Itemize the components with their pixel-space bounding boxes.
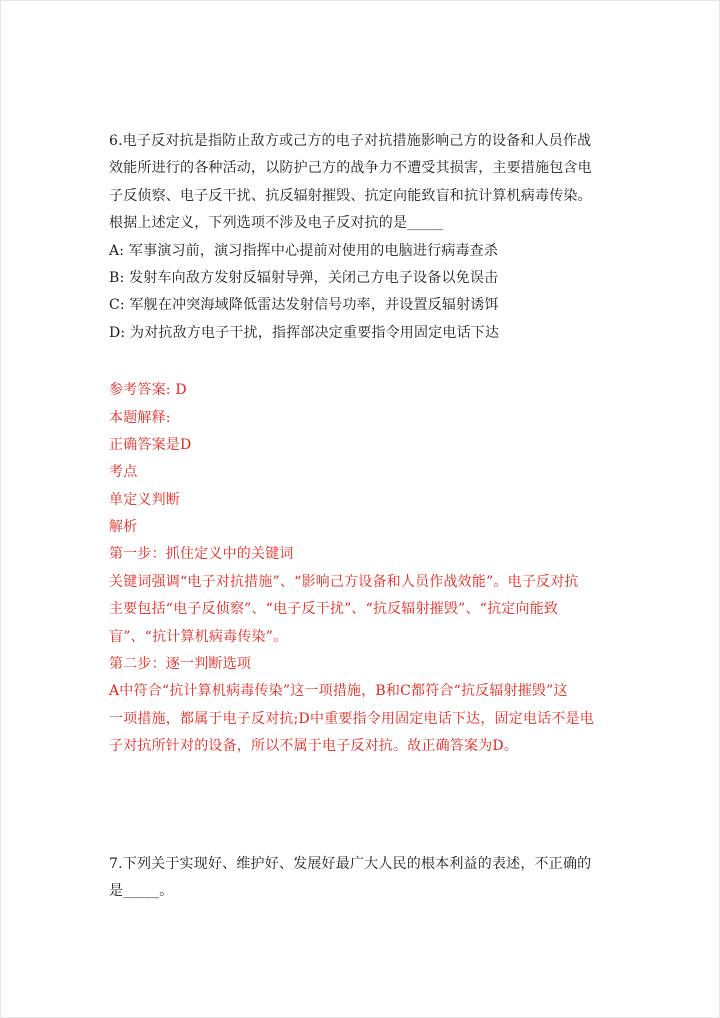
kaodian-value: 单定义判断 bbox=[109, 491, 180, 508]
spacer bbox=[109, 347, 619, 377]
step2-line: 一项措施，都属于电子反对抗;D中重要指令用固定电话下达，固定电话不是电 bbox=[109, 710, 594, 727]
question-stem-line: 7.下列关于实现好、维护好、发展好最广大人民的根本利益的表述，不正确的 bbox=[109, 855, 592, 872]
kaodian-label: 考点 bbox=[109, 464, 138, 481]
step1-line: 关键词强调“电子对抗措施”、“影响己方设备和人员作战效能”。电子反对抗 bbox=[109, 573, 579, 590]
step1-line: 主要包括“电子反侦察”、“电子反干扰”、“抗反辐射摧毁”、“抗定向能致 bbox=[109, 601, 559, 618]
question-stem-line: 6.电子反对抗是指防止敌方或己方的电子对抗措施影响己方的设备和人员作战 bbox=[109, 133, 592, 149]
option-a: A: 军事演习前，演习指挥中心提前对使用的电脑进行病毒查杀 bbox=[109, 242, 499, 259]
question-stem-line: 效能所进行的各种活动，以防护己方的战争力不遭受其损害，主要措施包含电 bbox=[109, 160, 592, 177]
question-6 bbox=[109, 128, 619, 347]
question-stem-line: 是_____。 bbox=[109, 882, 174, 899]
question-stem-line: 根据上述定义，下列选项不涉及电子反对抗的是_____ bbox=[109, 215, 444, 232]
explanation-title: 本题解释: bbox=[109, 409, 171, 426]
step2-line: 子对抗所针对的设备，所以不属于电子反对抗。故正确答案为D。 bbox=[109, 738, 519, 755]
option-d: D: 为对抗敌方电子干扰，指挥部决定重要指令用固定电话下达 bbox=[109, 324, 500, 341]
step1-title: 第一步：抓住定义中的关键词 bbox=[109, 546, 294, 563]
spacer bbox=[109, 761, 619, 851]
jiexi-label: 解析 bbox=[109, 519, 138, 536]
step2-line: A中符合“抗计算机病毒传染”这一项措施，B和C都符合“抗反辐射摧毁”这 bbox=[109, 683, 568, 700]
step2-title: 第二步：逐一判断选项 bbox=[109, 656, 251, 673]
option-b: B: 发射车向敌方发射反辐射导弹，关闭己方电子设备以免误击 bbox=[109, 269, 499, 286]
answer-explanation-6 bbox=[109, 377, 619, 760]
option-c: C: 军舰在冲突海域降低雷达发射信号功率，并设置反辐射诱饵 bbox=[109, 297, 499, 314]
page-content bbox=[109, 128, 619, 905]
reference-answer: 参考答案: D bbox=[109, 382, 187, 399]
question-7 bbox=[109, 851, 619, 906]
question-stem-line: 子反侦察、电子反干扰、抗反辐射摧毁、抗定向能致盲和抗计算机病毒传染。 bbox=[109, 187, 592, 204]
step1-line: 盲”、“抗计算机病毒传染”。 bbox=[109, 628, 288, 645]
correct-answer: 正确答案是D bbox=[109, 436, 192, 453]
